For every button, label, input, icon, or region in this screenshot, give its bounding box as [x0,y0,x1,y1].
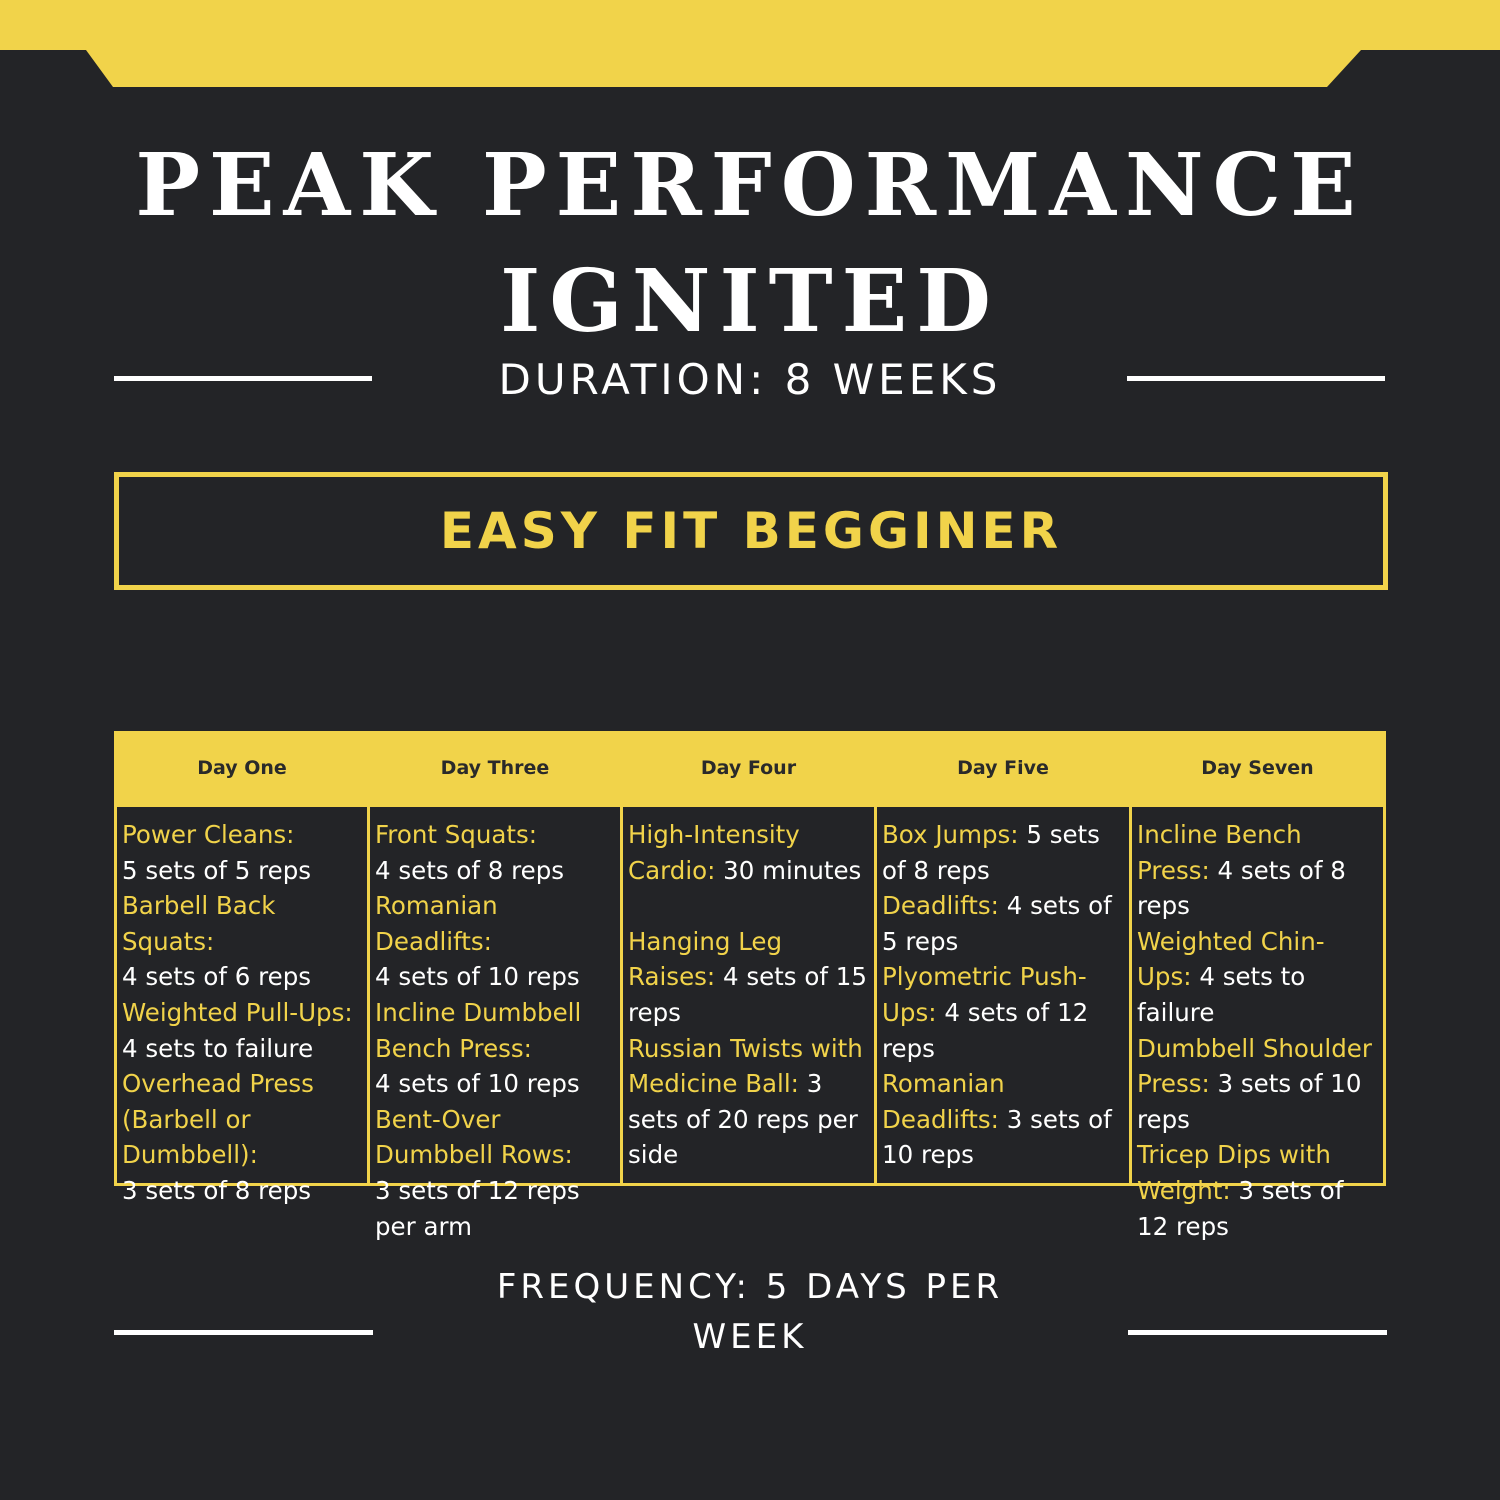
title-line-1: PEAK PERFORMANCE [135,135,1365,236]
exercise-item [375,1102,616,1244]
exercise-name: Weighted Pull-Ups: [122,997,353,1027]
exercise-detail: 4 sets of 5 reps [882,891,1112,956]
day-exercise-list [117,807,367,1205]
day-exercise-list [877,807,1129,1183]
duration-label: DURATION: 8 WEEKS [498,355,1002,404]
exercise-detail: 4 sets of 10 reps [375,962,580,992]
exercise-name: Bent-Over Dumbbell Rows: [375,1104,573,1170]
day-exercise-list [370,807,620,1241]
exercise-item [122,1066,363,1208]
exercise-detail: 3 sets of 20 reps per side [628,1069,858,1170]
exercise-item [882,959,1125,1066]
exercise-detail: 4 sets of 15 reps [628,962,867,1027]
divider-right-bottom [1128,1330,1387,1335]
exercise-name: Front Squats: [375,820,538,849]
exercise-item [882,1066,1125,1173]
exercise-detail: 4 sets of 12 reps [882,997,1089,1063]
exercise-item [628,817,870,888]
title-line-2: IGNITED [500,251,1000,352]
exercise-item [375,995,616,1102]
day-column [114,731,370,1205]
exercise-name: Power Cleans: [122,820,295,849]
exercise-item [628,1031,870,1173]
exercise-name: Incline Dumbbell Bench Press: [375,997,582,1063]
exercise-detail: 4 sets of 8 reps [1137,855,1346,921]
exercise-name: Tricep Dips with Weight: [1137,1140,1331,1205]
level-label: EASY FIT BEGGINER [439,502,1063,560]
exercise-name: Romanian Deadlifts: [375,891,498,956]
day-exercise-list [1132,807,1383,1241]
divider-right-top [1127,376,1385,381]
day-column [874,731,1132,1186]
exercise-name: Romanian Deadlifts: [882,1069,1005,1134]
exercise-detail: 5 sets of 8 reps [882,820,1100,885]
exercise-name: Barbell Back Squats: [122,891,276,956]
exercise-item [122,888,363,995]
exercise-detail: 3 sets of 12 reps per arm [375,1175,580,1241]
exercise-detail: 30 minutes [723,855,862,885]
day-header: Day One [197,757,287,779]
exercise-name: Weighted Chin-Ups: [1137,926,1325,992]
level-banner [114,472,1388,590]
exercise-detail: 4 sets of 6 reps [122,962,312,992]
day-exercise-list [623,807,874,1183]
exercise-item [1137,817,1379,924]
exercise-name: Plyometric Push-Ups: [882,962,1087,1027]
top-banner-fill [0,0,1500,87]
day-header: Day Three [440,757,550,779]
day-header: Day Seven [1201,757,1314,779]
exercise-item [1137,1137,1379,1244]
exercise-name: Hanging Leg Raises: [628,926,783,992]
exercise-name: Deadlifts: [882,891,999,921]
divider-left-bottom [114,1330,373,1335]
exercise-item [375,817,616,888]
exercise-name: High-Intensity Cardio: [628,820,800,885]
day-column [620,731,877,1186]
exercise-name: Overhead Press (Barbell or Dumbbell): [122,1069,314,1170]
exercise-item [122,817,363,888]
exercise-detail: 3 sets of 10 reps [1137,1069,1362,1134]
exercise-detail: 4 sets to failure [1137,962,1306,1027]
program-title [0,128,1500,360]
exercise-detail: 4 sets of 10 reps [375,1069,580,1099]
exercise-item [628,924,870,1031]
day-header: Day Five [957,757,1049,779]
exercise-detail: 5 sets of 5 reps [122,855,312,885]
day-column [367,731,623,1241]
frequency-label: FREQUENCY: 5 DAYS PER WEEK [496,1267,1004,1357]
exercise-item [375,888,616,995]
exercise-detail: 3 sets of 8 reps [122,1175,312,1205]
workout-schedule-table [114,731,1386,1241]
exercise-name: Russian Twists with Medicine Ball: [628,1033,863,1099]
top-banner-shape [0,0,1500,87]
exercise-detail: 3 sets of 12 reps [1137,1175,1344,1241]
exercise-name: Incline Bench Press: [1137,820,1302,885]
exercise-item [882,817,1125,888]
day-header: Day Four [700,757,797,779]
exercise-detail: 3 sets of 10 reps [882,1104,1112,1170]
exercise-detail: 4 sets of 8 reps [375,855,565,885]
day-column [1129,731,1386,1241]
exercise-item [882,888,1125,959]
exercise-detail: 4 sets to failure [122,1033,314,1063]
exercise-item [1137,924,1379,1031]
exercise-item [1137,1031,1379,1138]
exercise-name: Dumbbell Shoulder Press: [1137,1033,1372,1099]
exercise-item [122,995,363,1066]
exercise-name: Box Jumps: [882,820,1019,849]
spacer [628,888,870,924]
